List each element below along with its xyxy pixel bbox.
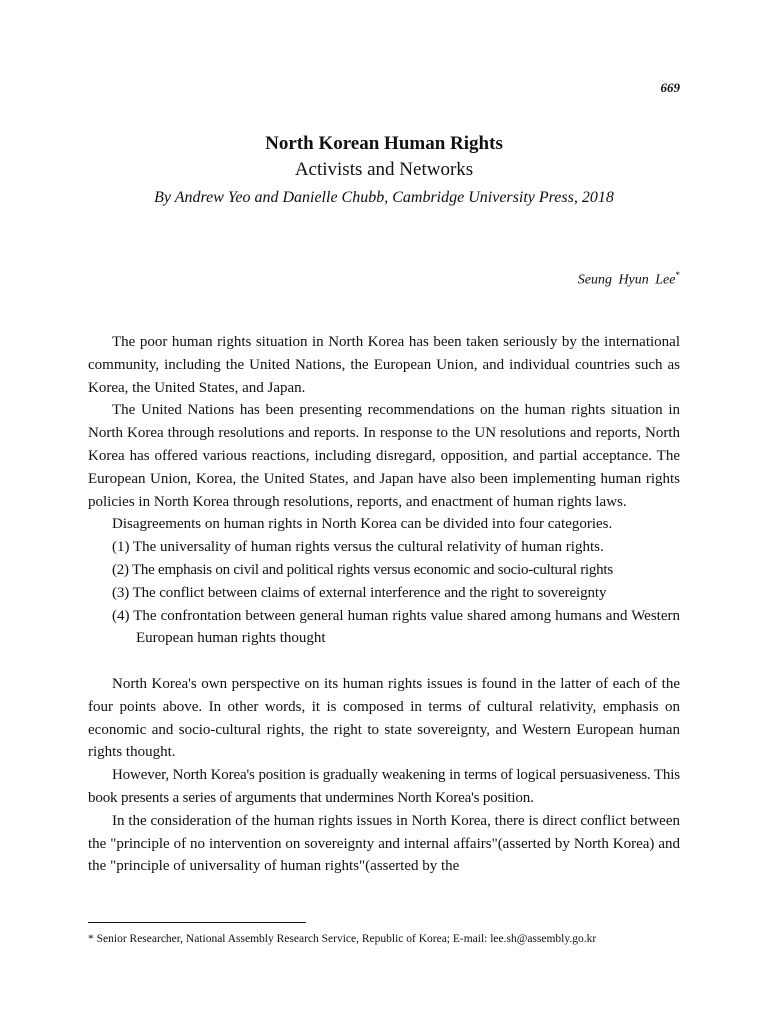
paragraph-gap xyxy=(88,650,680,673)
footnote-marker: * xyxy=(675,270,680,280)
footnote: * Senior Researcher, National Assembly Research Service, Republic of Korea; E-mail: lee.sh@assembly.go.kr xyxy=(88,933,597,945)
category-item-3: (3) The conflict between claims of external interference and the right to sovereignty xyxy=(112,584,607,601)
book-title: North Korean Human Rights xyxy=(265,133,503,154)
page-number: 669 xyxy=(660,80,680,95)
paragraph-4: North Korea's own perspective on its human rights issues is found in the latter of each of the four points above. In other words, it is composed in terms of cultural relativity, emphasis on economic and socio-cultural rights, the right to state sovereignty, and Western European human rights thought. xyxy=(88,675,680,761)
paragraph-3: Disagreements on human rights in North Korea can be divided into four categories. xyxy=(112,516,613,533)
book-byline: By Andrew Yeo and Danielle Chubb, Cambridge University Press, 2018 xyxy=(154,189,614,206)
reviewer xyxy=(578,270,680,289)
footnote-divider xyxy=(88,922,306,923)
paragraph-2: The United Nations has been presenting recommendations on the human rights situation in North Korea through resolutions and reports. In response to the UN resolutions and reports, North Korea has offered various reactions, including disregard, opposition, and partial acceptance. The European Union, Korea, the United States, and Japan have also been implementing human rights policies in North Korea through resolutions, reports, and enactment of human rights laws. xyxy=(88,402,680,510)
paragraph-1: The poor human rights situation in North Korea has been taken seriously by the international community, including the United Nations, the European Union, and individual countries such as Korea, the United States, and Japan. xyxy=(88,334,680,396)
title-block xyxy=(88,131,680,211)
review-body xyxy=(88,331,680,878)
category-item-1: (1) The universality of human rights versus the cultural relativity of human rights. xyxy=(112,539,604,556)
category-item-2: (2) The emphasis on civil and political rights versus economic and socio-cultural rights xyxy=(112,561,613,578)
reviewer-name: Seung Hyun Lee xyxy=(577,272,676,288)
paragraph-5: However, North Korea's position is gradually weakening in terms of logical persuasiveness. This book presents a series of arguments that undermines North Korea's position. xyxy=(88,767,680,806)
category-item-4: (4) The confrontation between general human rights value shared among humans and Western European human rights thought xyxy=(112,607,680,647)
book-subtitle: Activists and Networks xyxy=(294,159,474,180)
paragraph-6: In the consideration of the human rights issues in North Korea, there is direct conflict between the "principle of no intervention on sovereignty and internal affairs"(asserted by North Korea) and the "principle of universality of human rights"(asserted by the xyxy=(88,812,680,875)
